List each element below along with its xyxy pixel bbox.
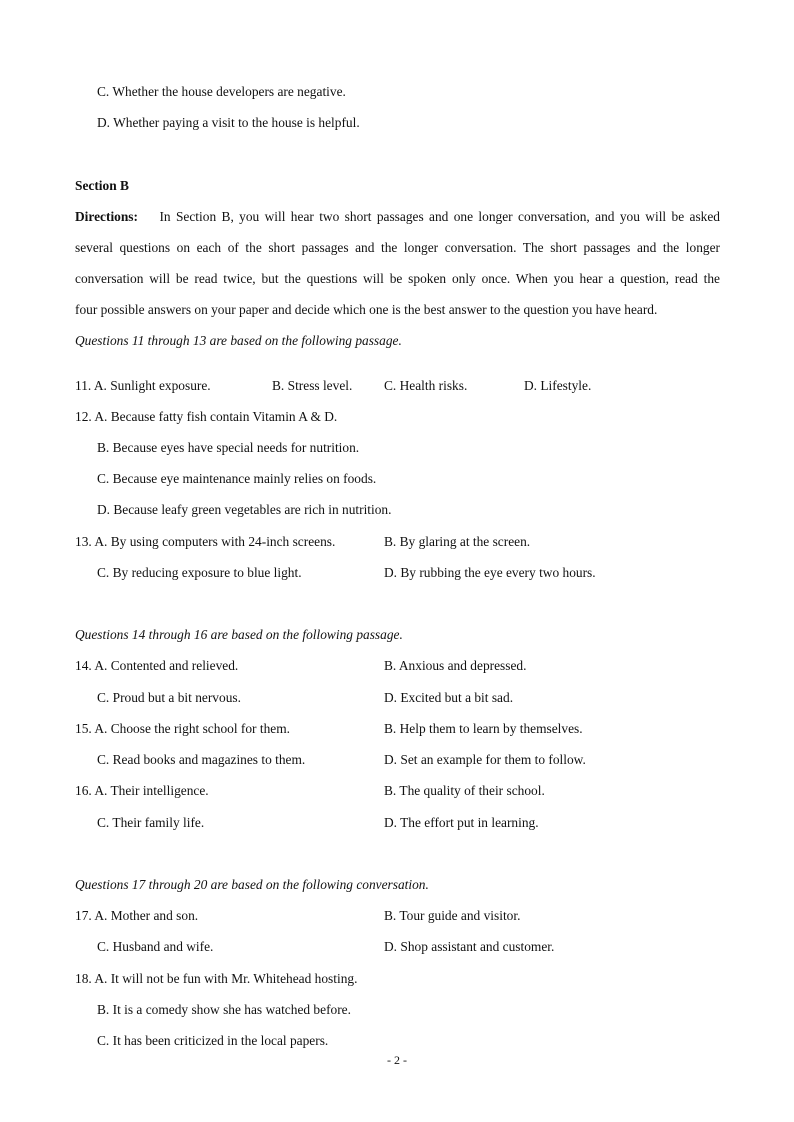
option-d: D. Shop assistant and customer. (384, 939, 555, 954)
option-d: D. The effort put in learning. (384, 815, 539, 830)
option-c: C. By reducing exposure to blue light. (97, 565, 302, 580)
option-c: C. Husband and wife. (97, 939, 214, 954)
directions-line-4: four possible answers on your paper and decide which one is the best answer to the question you have heard. (75, 302, 658, 317)
option-b: B. Help them to learn by themselves. (384, 721, 583, 736)
option-c: C. It has been criticized in the local papers. (97, 1033, 329, 1048)
question-number: 13. A. By using computers with 24-inch screens. (75, 534, 336, 549)
option-c: C. Proud but a bit nervous. (97, 690, 241, 705)
option-a: A. It will not be fun with Mr. Whitehead hosting. (94, 971, 358, 986)
option-b: B. Anxious and depressed. (384, 658, 527, 673)
option-prev-d: D. Whether paying a visit to the house is helpful. (97, 115, 360, 130)
group-instruction-17-20: Questions 17 through 20 are based on the following conversation. (75, 877, 429, 892)
option-a: A. By using computers with 24-inch screens. (94, 534, 336, 549)
option-d: D. By rubbing the eye every two hours. (384, 565, 596, 580)
directions-line-3: conversation will be read twice, but the questions will be spoken only once. When you hear a question, read the (75, 271, 720, 286)
option-b: B. Tour guide and visitor. (384, 908, 521, 923)
option-b: B. It is a comedy show she has watched before. (97, 1002, 351, 1017)
option-a: A. Their intelligence. (94, 783, 209, 798)
option-b: B. By glaring at the screen. (384, 534, 531, 549)
question-number: 12. A. Because fatty fish contain Vitamin A & D. (75, 409, 338, 424)
option-a: A. Choose the right school for them. (94, 721, 290, 736)
option-b: B. Stress level. (272, 378, 353, 393)
directions-text-1: In Section B, you will hear two short passages and one longer conversation, and you will be asked (159, 209, 720, 224)
option-d: D. Set an example for them to follow. (384, 752, 586, 767)
option-b: B. Because eyes have special needs for nutrition. (97, 440, 360, 455)
option-c: C. Health risks. (384, 378, 468, 393)
section-title: Section B (75, 178, 129, 193)
option-c: C. Their family life. (97, 815, 205, 830)
question-number: 18. A. It will not be fun with Mr. Whitehead hosting. (75, 971, 358, 986)
question-number: 15. A. Choose the right school for them. (75, 721, 290, 736)
option-a: A. Because fatty fish contain Vitamin A & D. (94, 409, 338, 424)
option-c: C. Read books and magazines to them. (97, 752, 306, 767)
group-instruction-11-13: Questions 11 through 13 are based on the following passage. (75, 333, 402, 348)
option-a: A. Mother and son. (94, 908, 199, 923)
option-d: D. Because leafy green vegetables are rich in nutrition. (97, 502, 392, 517)
directions-label: Directions: (75, 209, 138, 224)
option-d: D. Lifestyle. (524, 378, 592, 393)
option-a: A. Sunlight exposure. (93, 378, 211, 393)
page-number: - 2 - (387, 1053, 407, 1067)
directions-line-1 (75, 209, 720, 225)
question-number: 16. A. Their intelligence. (75, 783, 209, 798)
option-prev-c: C. Whether the house developers are negative. (97, 84, 346, 99)
option-b: B. The quality of their school. (384, 783, 545, 798)
option-d: D. Excited but a bit sad. (384, 690, 514, 705)
group-instruction-14-16: Questions 14 through 16 are based on the following passage. (75, 627, 403, 642)
question-number: 14. A. Contented and relieved. (75, 658, 239, 673)
directions-line-2: several questions on each of the short passages and the longer conversation. The short passages and the longer (75, 240, 720, 255)
option-a: A. Contented and relieved. (94, 658, 239, 673)
option-c: C. Because eye maintenance mainly relies on foods. (97, 471, 377, 486)
question-number: 11. A. Sunlight exposure. (75, 378, 211, 393)
question-number: 17. A. Mother and son. (75, 908, 199, 923)
